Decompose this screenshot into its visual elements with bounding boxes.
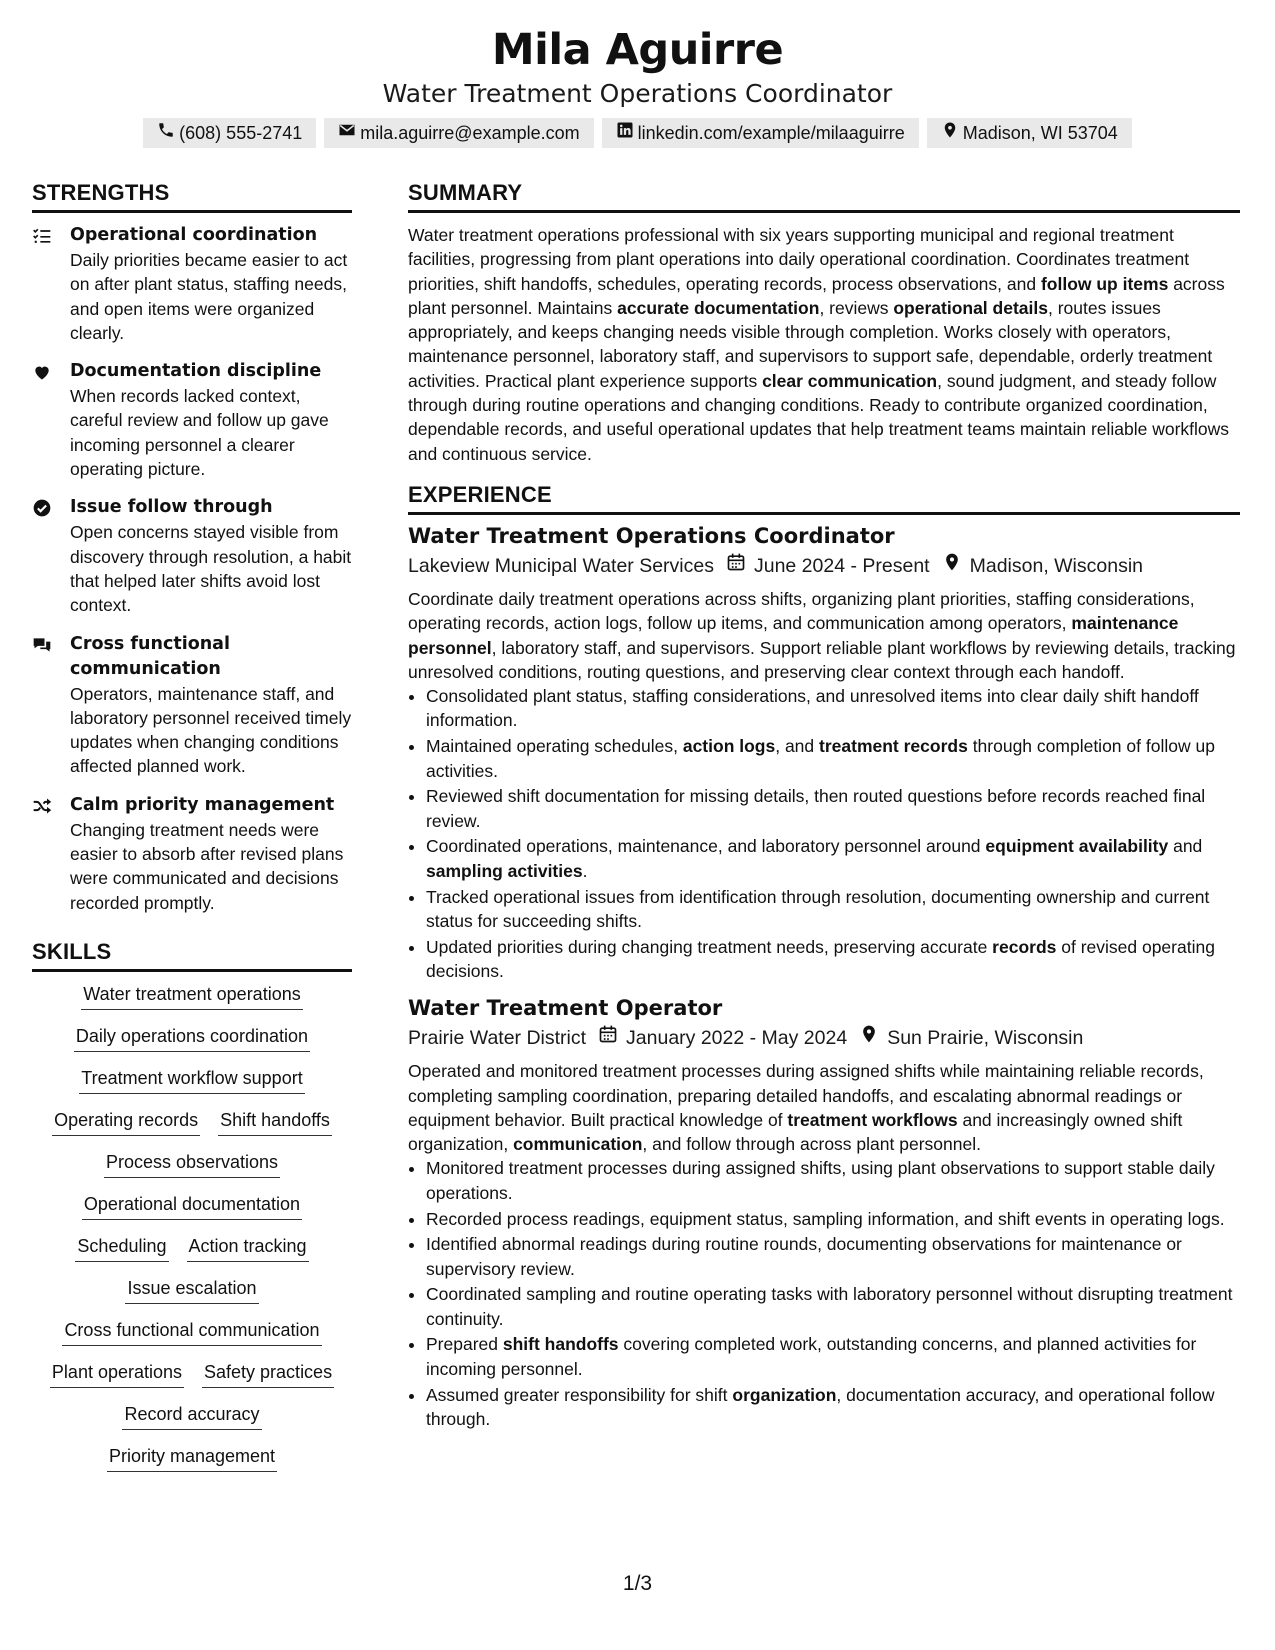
strength-text: Open concerns stayed visible from discovery through resolution, a habit that helped later shifts avoid lost context. xyxy=(70,522,352,616)
text-run: Coordinate daily treatment operations across shifts, organizing plant priorities, staffing considerations, operating records, action logs, follow up items, and communication among operators, xyxy=(408,588,1195,634)
strength-item xyxy=(32,495,352,617)
text-run: Prepared xyxy=(426,1334,503,1355)
bullet-item xyxy=(426,1232,1240,1281)
contact-phone[interactable] xyxy=(143,118,316,148)
bold-phrase: clear communication xyxy=(762,370,938,391)
skill-tag: Safety practices xyxy=(202,1360,334,1388)
skill-row xyxy=(81,982,302,1010)
bold-phrase: treatment workflows xyxy=(787,1109,958,1130)
bold-phrase: follow up items xyxy=(1040,273,1169,294)
bullet-item xyxy=(426,935,1240,984)
skill-row xyxy=(125,1276,258,1304)
skill-row xyxy=(82,1192,302,1220)
strength-item xyxy=(32,359,352,481)
checklist-icon xyxy=(32,223,70,345)
skill-row xyxy=(50,1360,334,1388)
skill-row xyxy=(79,1066,304,1094)
text-run: and increasingly owned shift organization, xyxy=(408,1109,1183,1155)
resume-header xyxy=(0,0,1275,148)
text-run: , and xyxy=(775,736,820,757)
experience-heading: EXPERIENCE xyxy=(408,480,1240,515)
job-meta xyxy=(408,1023,1240,1053)
text-run: Coordinated sampling and routine operating tasks with laboratory personnel without disrupting treatment continuity. xyxy=(426,1284,1233,1329)
text-run: . xyxy=(582,860,588,881)
bold-phrase: communication xyxy=(513,1134,643,1155)
right-column xyxy=(408,178,1240,1433)
skills-list xyxy=(32,982,352,1472)
text-run: Coordinated operations, maintenance, and laboratory personnel around xyxy=(426,836,986,857)
job-dates: January 2022 - May 2024 xyxy=(626,1027,848,1050)
company-name: Lakeview Municipal Water Services xyxy=(408,554,714,577)
bold-phrase: records xyxy=(992,936,1057,957)
skill-tag: Daily operations coordination xyxy=(74,1024,310,1052)
skill-tag: Issue escalation xyxy=(125,1276,258,1304)
bold-phrase: shift handoffs xyxy=(502,1334,619,1355)
bullet-item xyxy=(426,684,1240,733)
strength-text: Changing treatment needs were easier to absorb after revised plans were communicated and decisions recorded promptly. xyxy=(70,819,344,913)
strength-item xyxy=(32,793,352,915)
bullet-item xyxy=(426,1207,1240,1231)
skill-tag: Action tracking xyxy=(187,1234,309,1262)
job-bullets xyxy=(408,1156,1240,1431)
job-description xyxy=(408,587,1240,684)
job-location: Sun Prairie, Wisconsin xyxy=(887,1027,1084,1050)
map-pin-icon xyxy=(941,120,959,146)
text-run: Consolidated plant status, staffing considerations, and unresolved items into clear daily shift handoff information. xyxy=(426,686,1199,731)
text-run: , documentation accuracy, and operational follow through. xyxy=(426,1384,1215,1429)
summary-text xyxy=(408,223,1240,466)
calendar-icon xyxy=(586,1023,626,1053)
text-run: across plant personnel. Maintains xyxy=(408,273,1225,318)
job-location: Madison, Wisconsin xyxy=(969,554,1144,577)
strength-text: When records lacked context, careful review and follow up gave incoming personnel a clearer operating picture. xyxy=(70,386,329,480)
skill-tag: Priority management xyxy=(107,1444,277,1472)
bullet-item xyxy=(426,1383,1240,1432)
bold-phrase: action logs xyxy=(682,736,776,757)
text-run: Maintained operating schedules, xyxy=(426,736,683,757)
bullet-item xyxy=(426,885,1240,934)
text-run: , reviews xyxy=(819,297,894,318)
skill-tag: Operational documentation xyxy=(82,1192,302,1220)
phone-icon xyxy=(157,120,175,146)
bold-phrase: sampling activities xyxy=(426,860,583,881)
job-title: Water Treatment Operator xyxy=(408,996,723,1021)
linkedin-icon xyxy=(616,120,634,146)
strength-item xyxy=(32,632,352,779)
skill-row xyxy=(62,1318,321,1346)
skill-row xyxy=(52,1108,332,1136)
strength-title: Issue follow through xyxy=(70,497,273,518)
text-run: and xyxy=(1168,836,1203,857)
skill-tag: Treatment workflow support xyxy=(79,1066,304,1094)
heart-icon xyxy=(32,359,70,481)
text-run: Updated priorities during changing treatment needs, preserving accurate xyxy=(426,936,993,957)
bold-phrase: accurate documentation xyxy=(617,297,820,318)
text-run: covering completed work, outstanding concerns, and planned activities for incoming personnel. xyxy=(426,1334,1197,1379)
map-pin-icon xyxy=(930,551,970,581)
skill-tag: Water treatment operations xyxy=(81,982,302,1010)
bold-phrase: organization xyxy=(732,1384,837,1405)
strength-title: Operational coordination xyxy=(70,225,318,245)
job-meta xyxy=(408,551,1240,581)
envelope-icon xyxy=(338,120,356,146)
bold-phrase: treatment records xyxy=(819,736,968,757)
text-run: , routes issues appropriately, and keeps changing needs visible through completion. Works closely with operators, maintenance personnel, laboratory staff, and supervisors to support safe, dependable, orderly treatment activities. Practical plant experience supports xyxy=(408,297,1213,391)
text-run: Tracked operational issues from identification through resolution, documenting ownership and current status for succeeding shifts. xyxy=(426,886,1210,931)
candidate-title: Water Treatment Operations Coordinator xyxy=(382,79,893,108)
strength-text: Operators, maintenance staff, and laboratory personnel received timely updates when changing conditions affected planned work. xyxy=(70,683,352,777)
text-run: , sound judgment, and steady follow through during routine operations and changing conditions. Ready to contribute organized coordination, dependable records, and useful operational updates that help treatment teams maintain reliable workflows and continuous service. xyxy=(408,370,1230,464)
bullet-item xyxy=(426,734,1240,783)
contact-email-text: mila.aguirre@example.com xyxy=(360,123,580,143)
text-run: Monitored treatment processes during assigned shifts, using plant observations to support stable daily operations. xyxy=(426,1158,1215,1203)
contact-email[interactable] xyxy=(324,118,593,148)
strength-title: Calm priority management xyxy=(70,794,335,815)
strength-item xyxy=(32,223,352,345)
strengths-heading: STRENGTHS xyxy=(32,178,352,213)
text-run: Reviewed shift documentation for missing details, then routed questions before records reached final review. xyxy=(426,786,1206,831)
check-circle-icon xyxy=(32,495,70,617)
text-run: , and follow through across plant personnel. xyxy=(642,1134,981,1155)
job-bullets xyxy=(408,684,1240,983)
skill-tag: Shift handoffs xyxy=(218,1108,332,1136)
skill-row xyxy=(122,1402,261,1430)
bold-phrase: equipment availability xyxy=(985,836,1169,857)
skill-row xyxy=(75,1234,308,1262)
skill-tag: Plant operations xyxy=(50,1360,184,1388)
text-run: Water treatment operations professional with six years supporting municipal and regional treatment facilities, progressing from plant operations into daily operational coordination. Coordinates treatment priorities, shift handoffs, schedules, operating records, process observations, and xyxy=(408,225,1190,294)
contact-location xyxy=(927,118,1132,148)
summary-heading: SUMMARY xyxy=(408,178,1240,213)
text-run: Operated and monitored treatment processes during assigned shifts while maintaining reliable records, completing sampling coordination, preparing detailed handoffs, and escalating abnormal readings or equipment behavior. Built practical knowledge of xyxy=(408,1061,1204,1130)
shuffle-icon xyxy=(32,793,70,915)
text-run: , laboratory staff, and supervisors. Support reliable plant workflows by reviewing details, tracking unresolved conditions, routing questions, and preserving clear context through each handoff. xyxy=(408,637,1236,682)
job-description xyxy=(408,1059,1240,1156)
text-run: of revised operating decisions. xyxy=(426,936,1215,981)
bullet-item xyxy=(426,1156,1240,1205)
text-run: through completion of follow up activities. xyxy=(426,736,1215,781)
chat-bubbles-icon xyxy=(32,632,70,779)
text-run: Identified abnormal readings during routine rounds, documenting observations for maintenance or supervisory review. xyxy=(426,1234,1182,1279)
candidate-name: Mila Aguirre xyxy=(491,25,784,75)
skill-tag: Record accuracy xyxy=(122,1402,261,1430)
skill-tag: Scheduling xyxy=(75,1234,168,1262)
contact-phone-text: (608) 555-2741 xyxy=(179,123,303,143)
company-name: Prairie Water District xyxy=(408,1027,587,1050)
contact-bar xyxy=(0,118,1275,148)
job-dates: June 2024 - Present xyxy=(753,554,930,577)
bullet-item xyxy=(426,1282,1240,1331)
bullet-item xyxy=(426,784,1240,833)
text-run: Recorded process readings, equipment status, sampling information, and shift events in operating logs. xyxy=(426,1208,1225,1229)
skill-tag: Cross functional communication xyxy=(62,1318,321,1346)
page-number: 1/3 xyxy=(622,1572,653,1595)
skill-row xyxy=(104,1150,280,1178)
map-pin-icon xyxy=(847,1023,887,1053)
skill-tag: Operating records xyxy=(52,1108,200,1136)
bullet-item xyxy=(426,1332,1240,1381)
contact-linkedin-text: linkedin.com/example/milaaguirre xyxy=(637,123,905,143)
text-run: Assumed greater responsibility for shift xyxy=(426,1384,733,1405)
bold-phrase: maintenance personnel xyxy=(408,613,1179,658)
job-title: Water Treatment Operations Coordinator xyxy=(408,523,895,548)
bold-phrase: operational details xyxy=(893,297,1048,318)
job-entry xyxy=(408,993,1240,1431)
contact-location-text: Madison, WI 53704 xyxy=(962,123,1118,143)
bullet-item xyxy=(426,834,1240,883)
calendar-icon xyxy=(714,551,754,581)
strength-text: Daily priorities became easier to act on after plant status, staffing needs, and open items were organized clearly. xyxy=(70,250,348,343)
strength-title: Cross functional communication xyxy=(70,633,230,679)
skills-heading: SKILLS xyxy=(32,937,352,972)
job-entry xyxy=(408,521,1240,983)
skill-tag: Process observations xyxy=(104,1150,280,1178)
contact-linkedin[interactable] xyxy=(602,118,919,148)
left-column xyxy=(32,178,352,1472)
skill-row xyxy=(74,1024,310,1052)
strength-title: Documentation discipline xyxy=(70,361,322,382)
skill-row xyxy=(107,1444,277,1472)
